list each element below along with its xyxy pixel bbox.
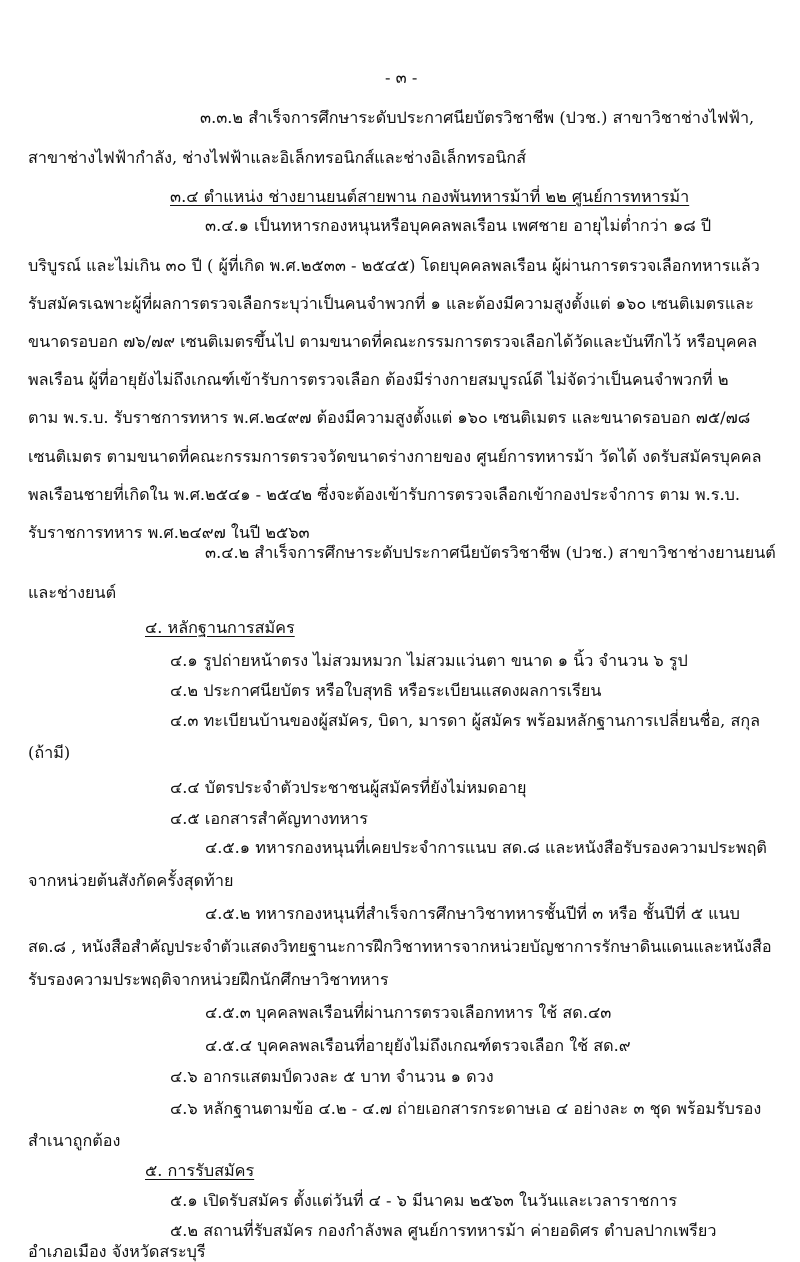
section-5-heading: ๕. การรับสมัคร (145, 1161, 255, 1180)
section-3-4-2: ๓.๔.๒ สำเร็จการศึกษาระดับประกาศนียบัตรวิชาชีพ (ปวช.) สาขาวิชาช่างยานยนต์ (205, 543, 776, 562)
text-line: อำเภอเมือง จังหวัดสระบุรี (28, 1242, 206, 1261)
item-4-3: ๔.๓ ทะเบียนบ้านของผู้สมัคร, บิดา, มารดา ผู้สมัคร พร้อมหลักฐานการเปลี่ยนชื่อ, สกุล (170, 711, 761, 730)
text-line: ตาม พ.ร.บ. รับราชการทหาร พ.ศ.๒๔๙๗ ต้องมีความสูงตั้งแต่ ๑๖๐ เซนติเมตร และขนาดรอบอก ๗๕/๗๘ (28, 408, 751, 427)
text-line: และช่างยนต์ (28, 583, 117, 602)
section-4-heading: ๔. หลักฐานการสมัคร (145, 618, 295, 637)
text-line: สำเนาถูกต้อง (28, 1131, 121, 1150)
item-4-6-copies: ๔.๖ หลักฐานตามข้อ ๔.๒ - ๔.๗ ถ่ายเอกสารกระดาษเอ ๔ อย่างละ ๓ ชุด พร้อมรับรอง (170, 1099, 762, 1118)
text-line: พลเรือนชายที่เกิดใน พ.ศ.๒๕๔๑ - ๒๕๔๒ ซึ่งจะต้องเข้ารับการตรวจเลือกเข้ากองประจำการ ตาม พ.ร.บ. (28, 485, 741, 504)
text-line: จากหน่วยต้นสังกัดครั้งสุดท้าย (28, 871, 234, 890)
item-4-4: ๔.๔ บัตรประจำตัวประชาชนผู้สมัครที่ยังไม่หมดอายุ (170, 778, 527, 797)
item-4-5-1: ๔.๕.๑ ทหารกองหนุนที่เคยประจำการแนบ สด.๘ และหนังสือรับรองความประพฤติ (205, 838, 767, 857)
section-3-4-1: ๓.๔.๑ เป็นทหารกองหนุนหรือบุคคลพลเรือน เพศชาย อายุไม่ต่ำกว่า ๑๘ ปี (205, 216, 712, 235)
section-3-4-heading: ๓.๔ ตำแหน่ง ช่างยานยนต์สายพาน กองพันทหารม้าที่ ๒๒ ศูนย์การทหารม้า (170, 187, 690, 206)
section-3-3-2: ๓.๓.๒ สำเร็จการศึกษาระดับประกาศนียบัตรวิชาชีพ (ปวช.) สาขาวิชาช่างไฟฟ้า, (200, 108, 755, 127)
item-4-6-stamp: ๔.๖ อากรแสตมป์ดวงละ ๕ บาท จำนวน ๑ ดวง (170, 1067, 494, 1086)
text-line: (ถ้ามี) (28, 743, 71, 762)
text-line: รับสมัครเฉพาะผู้ที่ผลการตรวจเลือกระบุว่าเป็นคนจำพวกที่ ๑ และต้องมีความสูงตั้งแต่ ๑๖๐ เซนติเมตรและ (28, 294, 754, 313)
item-4-5: ๔.๕ เอกสารสำคัญทางทหาร (170, 809, 368, 828)
item-4-5-4: ๔.๕.๔ บุคคลพลเรือนที่อายุยังไม่ถึงเกณฑ์ตรวจเลือก ใช้ สด.๙ (205, 1036, 631, 1055)
text-line: พลเรือน ผู้ที่อายุยังไม่ถึงเกณฑ์เข้ารับการตรวจเลือก ต้องมีร่างกายสมบูรณ์ดี ไม่จัดว่าเป็นคนจำพวกที่ ๒ (28, 370, 729, 389)
item-4-5-2: ๔.๕.๒ ทหารกองหนุนที่สำเร็จการศึกษาวิชาทหารชั้นปีที่ ๓ หรือ ชั้นปีที่ ๕ แนบ (205, 904, 740, 923)
text-line: รับราชการทหาร พ.ศ.๒๔๙๗ ในปี ๒๕๖๓ (28, 523, 310, 542)
text-line: สด.๘ , หนังสือสำคัญประจำตัวแสดงวิทยฐานะการฝึกวิชาทหารจากหน่วยบัญชาการรักษาดินแดนและหนังสือ (28, 937, 772, 956)
item-4-1: ๔.๑ รูปถ่ายหน้าตรง ไม่สวมหมวก ไม่สวมแว่นตา ขนาด ๑ นิ้ว จำนวน ๖ รูป (170, 651, 688, 670)
text-line: สาขาช่างไฟฟ้ากำลัง, ช่างไฟฟ้าและอิเล็กทรอนิกส์และช่างอิเล็กทรอนิกส์ (28, 148, 527, 167)
text-line: รับรองความประพฤติจากหน่วยฝึกนักศึกษาวิชาทหาร (28, 970, 389, 989)
item-5-2: ๕.๒ สถานที่รับสมัคร กองกำลังพล ศูนย์การทหารม้า ค่ายอดิศร ตำบลปากเพรียว (170, 1221, 717, 1240)
item-4-5-3: ๔.๕.๓ บุคคลพลเรือนที่ผ่านการตรวจเลือกทหาร ใช้ สด.๔๓ (205, 1003, 612, 1022)
item-5-1: ๕.๑ เปิดรับสมัคร ตั้งแต่วันที่ ๔ - ๖ มีนาคม ๒๕๖๓ ในวันและเวลาราชการ (170, 1191, 678, 1210)
page-number: - ๓ - (385, 68, 418, 87)
item-4-2: ๔.๒ ประกาศนียบัตร หรือใบสุทธิ หรือระเบียนแสดงผลการเรียน (170, 681, 602, 700)
text-line: บริบูรณ์ และไม่เกิน ๓๐ ปี ( ผู้ที่เกิด พ.ศ.๒๕๓๓ - ๒๕๔๕) โดยบุคคลพลเรือน ผู้ผ่านการตรวจเลือกทหารแล้ว (28, 256, 760, 275)
text-line: ขนาดรอบอก ๗๖/๗๙ เซนติเมตรขึ้นไป ตามขนาดที่คณะกรรมการตรวจเลือกได้วัดและบันทึกไว้ หรือบุคคล (28, 332, 758, 351)
text-line: เซนติเมตร ตามขนาดที่คณะกรรมการตรวจวัดขนาดร่างกายของ ศูนย์การทหารม้า วัดได้ งดรับสมัครบุคคล (28, 447, 762, 466)
